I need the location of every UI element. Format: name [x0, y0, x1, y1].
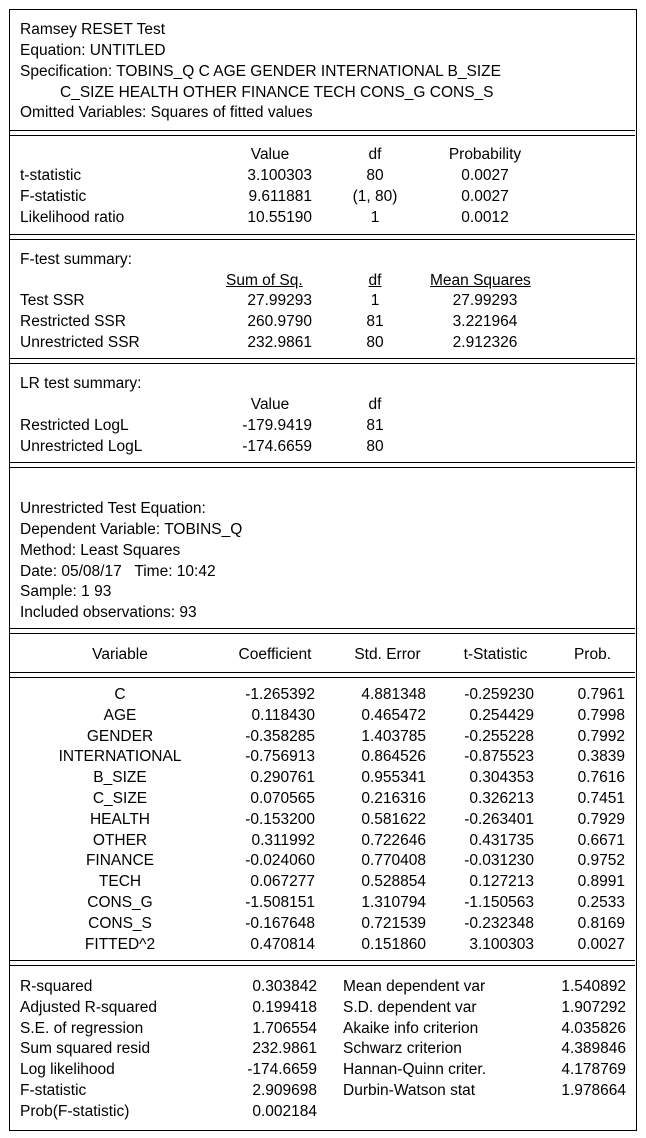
col-header-value: Value [250, 146, 290, 163]
row-label: Likelihood ratio [20, 209, 125, 226]
row-coefficient: -0.358285 [245, 727, 315, 745]
row-prob: 0.6671 [577, 831, 625, 849]
row-variable: TECH [98, 873, 142, 891]
stat-left-label: Log likelihood [20, 1061, 115, 1079]
row-std-error: 0.770408 [361, 852, 426, 870]
equation-info-line: Date: 05/08/17 Time: 10:42 [20, 563, 216, 580]
row-t-statistic: 0.431735 [469, 831, 534, 849]
stat-right-label: S.D. dependent var [343, 998, 477, 1016]
stat-left-label: S.E. of regression [20, 1019, 144, 1037]
row-coefficient: 0.311992 [251, 831, 315, 849]
stat-right-label: Mean dependent var [343, 978, 486, 995]
row-sum-of-sq: 27.99293 [247, 292, 312, 309]
row-std-error: 1.403785 [361, 727, 426, 745]
stat-right-value: 1.978664 [561, 1082, 626, 1099]
col-header-coefficient: Coefficient [238, 646, 312, 663]
row-variable: B_SIZE [93, 769, 147, 787]
stat-right-value: 4.389846 [561, 1040, 626, 1058]
stat-left-value: 0.002184 [252, 1102, 317, 1120]
row-prob: 0.9752 [577, 852, 625, 870]
row-probability: 0.0027 [461, 188, 509, 205]
stat-left-value: -174.6659 [247, 1061, 317, 1079]
col-header-sum-of-sq: Sum of Sq. [226, 272, 303, 289]
row-mean-squares: 2.912326 [452, 334, 518, 351]
row-std-error: 0.864526 [361, 748, 426, 766]
row-coefficient: -0.153200 [245, 810, 315, 828]
row-std-error: 0.722646 [361, 831, 426, 849]
row-df: 81 [366, 417, 384, 434]
row-coefficient: -1.265392 [245, 686, 315, 703]
row-variable: AGE [103, 706, 137, 724]
equation-info-line: Dependent Variable: TOBINS_Q [20, 521, 243, 538]
row-coefficient: 0.470814 [250, 935, 315, 953]
row-label: Unrestricted LogL [20, 438, 143, 455]
row-coefficient: -1.508151 [245, 894, 315, 911]
row-std-error: 0.721539 [361, 914, 426, 932]
row-value: 9.611881 [248, 188, 312, 205]
row-df: 1 [370, 209, 380, 226]
col-header-variable: Variable [92, 646, 148, 663]
row-label: F-statistic [20, 188, 87, 205]
row-t-statistic: -0.259230 [464, 686, 534, 703]
row-coefficient: 0.290761 [250, 769, 315, 787]
row-std-error: 0.465472 [361, 706, 426, 724]
row-prob: 0.8991 [577, 873, 625, 891]
stat-left-value: 1.706554 [252, 1019, 317, 1037]
stat-left-label: Prob(F-statistic) [20, 1102, 130, 1120]
row-coefficient: 0.067277 [250, 873, 315, 891]
row-variable: FITTED^2 [84, 935, 156, 953]
col-header-df: df [368, 146, 382, 163]
row-coefficient: 0.070565 [250, 790, 315, 807]
row-probability: 0.0027 [461, 167, 509, 184]
row-variable: CONS_G [87, 894, 153, 911]
stat-left-value: 232.9861 [252, 1040, 317, 1058]
divider [9, 672, 635, 678]
row-df: 81 [366, 313, 384, 330]
row-prob: 0.3839 [577, 748, 625, 766]
omitted-variables: Omitted Variables: Squares of fitted values [20, 104, 313, 121]
ftest-title: F-test summary: [20, 251, 132, 268]
row-variable: C [114, 686, 126, 703]
row-coefficient: 0.118430 [251, 706, 315, 724]
col-header-probability: Probability [448, 146, 522, 163]
row-prob: 0.7998 [577, 706, 625, 724]
row-prob: 0.7451 [577, 790, 625, 807]
stat-right-label: Hannan-Quinn criter. [343, 1061, 487, 1079]
row-std-error: 4.881348 [361, 686, 426, 703]
row-variable: CONS_S [88, 914, 152, 932]
stat-right-value: 4.178769 [561, 1061, 626, 1079]
row-df: 80 [366, 167, 384, 184]
row-std-error: 0.581622 [361, 810, 426, 828]
divider [9, 358, 635, 364]
row-value: 3.100303 [247, 167, 312, 184]
row-variable: HEALTH [89, 810, 150, 828]
col-header-std-error: Std. Error [354, 646, 421, 663]
row-coefficient: -0.167648 [245, 914, 315, 932]
equation-info-line: Unrestricted Test Equation: [20, 500, 206, 517]
row-df: 80 [366, 438, 384, 455]
stat-left-value: 0.303842 [252, 978, 317, 995]
stat-right-label: Schwarz criterion [343, 1040, 462, 1058]
row-t-statistic: -1.150563 [464, 894, 534, 911]
row-t-statistic: -0.255228 [464, 727, 534, 745]
row-t-statistic: -0.875523 [464, 748, 534, 766]
col-header-df: df [368, 396, 382, 413]
row-coefficient: -0.024060 [245, 852, 315, 870]
row-t-statistic: 0.127213 [469, 873, 534, 891]
row-std-error: 0.528854 [361, 873, 426, 891]
row-label: Unrestricted SSR [20, 334, 140, 351]
row-prob: 0.8169 [577, 914, 625, 932]
row-prob: 0.0027 [577, 935, 625, 953]
row-t-statistic: 0.326213 [469, 790, 534, 807]
row-label: t-statistic [20, 167, 82, 184]
row-variable: INTERNATIONAL [58, 748, 182, 766]
row-variable: GENDER [86, 727, 154, 745]
row-df: 1 [370, 292, 380, 309]
stat-left-label: Sum squared resid [20, 1040, 151, 1058]
row-variable: OTHER [92, 831, 148, 849]
row-std-error: 0.216316 [361, 790, 426, 807]
stat-left-value: 0.199418 [252, 998, 317, 1016]
row-mean-squares: 3.221964 [452, 313, 518, 330]
row-t-statistic: 0.254429 [469, 706, 534, 724]
specification-line-1: Specification: TOBINS_Q C AGE GENDER INTERNATIONAL B_SIZE [20, 63, 501, 80]
stat-right-value: 1.540892 [561, 978, 626, 995]
row-df: 80 [366, 334, 384, 351]
row-t-statistic: 0.304353 [469, 769, 534, 787]
row-prob: 0.7992 [577, 727, 625, 745]
stat-left-value: 2.909698 [252, 1082, 317, 1099]
row-prob: 0.2533 [577, 894, 625, 911]
col-header-df: df [368, 272, 382, 289]
equation-name: Equation: UNTITLED [20, 42, 166, 59]
row-prob: 0.7961 [577, 686, 625, 703]
row-mean-squares: 27.99293 [452, 292, 518, 309]
row-value: -179.9419 [242, 417, 312, 434]
row-label: Restricted LogL [20, 417, 129, 434]
row-label: Test SSR [20, 292, 85, 309]
divider [9, 462, 635, 468]
row-value: 10.55190 [247, 209, 312, 226]
row-std-error: 0.151860 [361, 935, 426, 953]
row-t-statistic: 3.100303 [469, 935, 534, 953]
stat-left-label: R-squared [20, 978, 93, 995]
col-header-mean-squares: Mean Squares [430, 272, 531, 289]
col-header-prob: Prob. [573, 646, 612, 663]
equation-info-line: Method: Least Squares [20, 542, 181, 559]
equation-info-line: Included observations: 93 [20, 604, 197, 621]
row-t-statistic: -0.031230 [464, 852, 534, 870]
stat-left-label: Adjusted R-squared [20, 998, 157, 1016]
row-value: -174.6659 [242, 438, 312, 455]
col-header-value: Value [250, 396, 290, 413]
divider [9, 234, 635, 240]
row-sum-of-sq: 232.9861 [247, 334, 312, 351]
row-df: (1, 80) [352, 188, 398, 205]
stat-left-label: F-statistic [20, 1082, 87, 1099]
divider [9, 130, 635, 136]
equation-info-line: Sample: 1 93 [20, 583, 112, 600]
row-prob: 0.7929 [577, 810, 625, 828]
row-sum-of-sq: 260.9790 [247, 313, 312, 330]
row-std-error: 1.310794 [361, 894, 426, 911]
specification-line-2: C_SIZE HEALTH OTHER FINANCE TECH CONS_G CONS_S [60, 84, 494, 101]
stat-right-value: 4.035826 [561, 1019, 626, 1037]
row-t-statistic: -0.232348 [464, 914, 534, 932]
row-variable: C_SIZE [92, 790, 148, 807]
row-prob: 0.7616 [577, 769, 625, 787]
row-std-error: 0.955341 [361, 769, 426, 787]
col-header-t-statistic: t-Statistic [463, 646, 528, 663]
row-coefficient: -0.756913 [245, 748, 315, 766]
row-label: Restricted SSR [20, 313, 126, 330]
row-variable: FINANCE [85, 852, 155, 870]
row-t-statistic: -0.263401 [464, 810, 534, 828]
test-title: Ramsey RESET Test [20, 21, 166, 38]
divider [9, 628, 635, 634]
stat-right-label: Durbin-Watson stat [343, 1082, 476, 1099]
divider [9, 960, 635, 966]
lrtest-title: LR test summary: [20, 375, 142, 392]
stat-right-label: Akaike info criterion [343, 1019, 479, 1037]
stat-right-value: 1.907292 [561, 998, 626, 1016]
row-probability: 0.0012 [461, 209, 509, 226]
